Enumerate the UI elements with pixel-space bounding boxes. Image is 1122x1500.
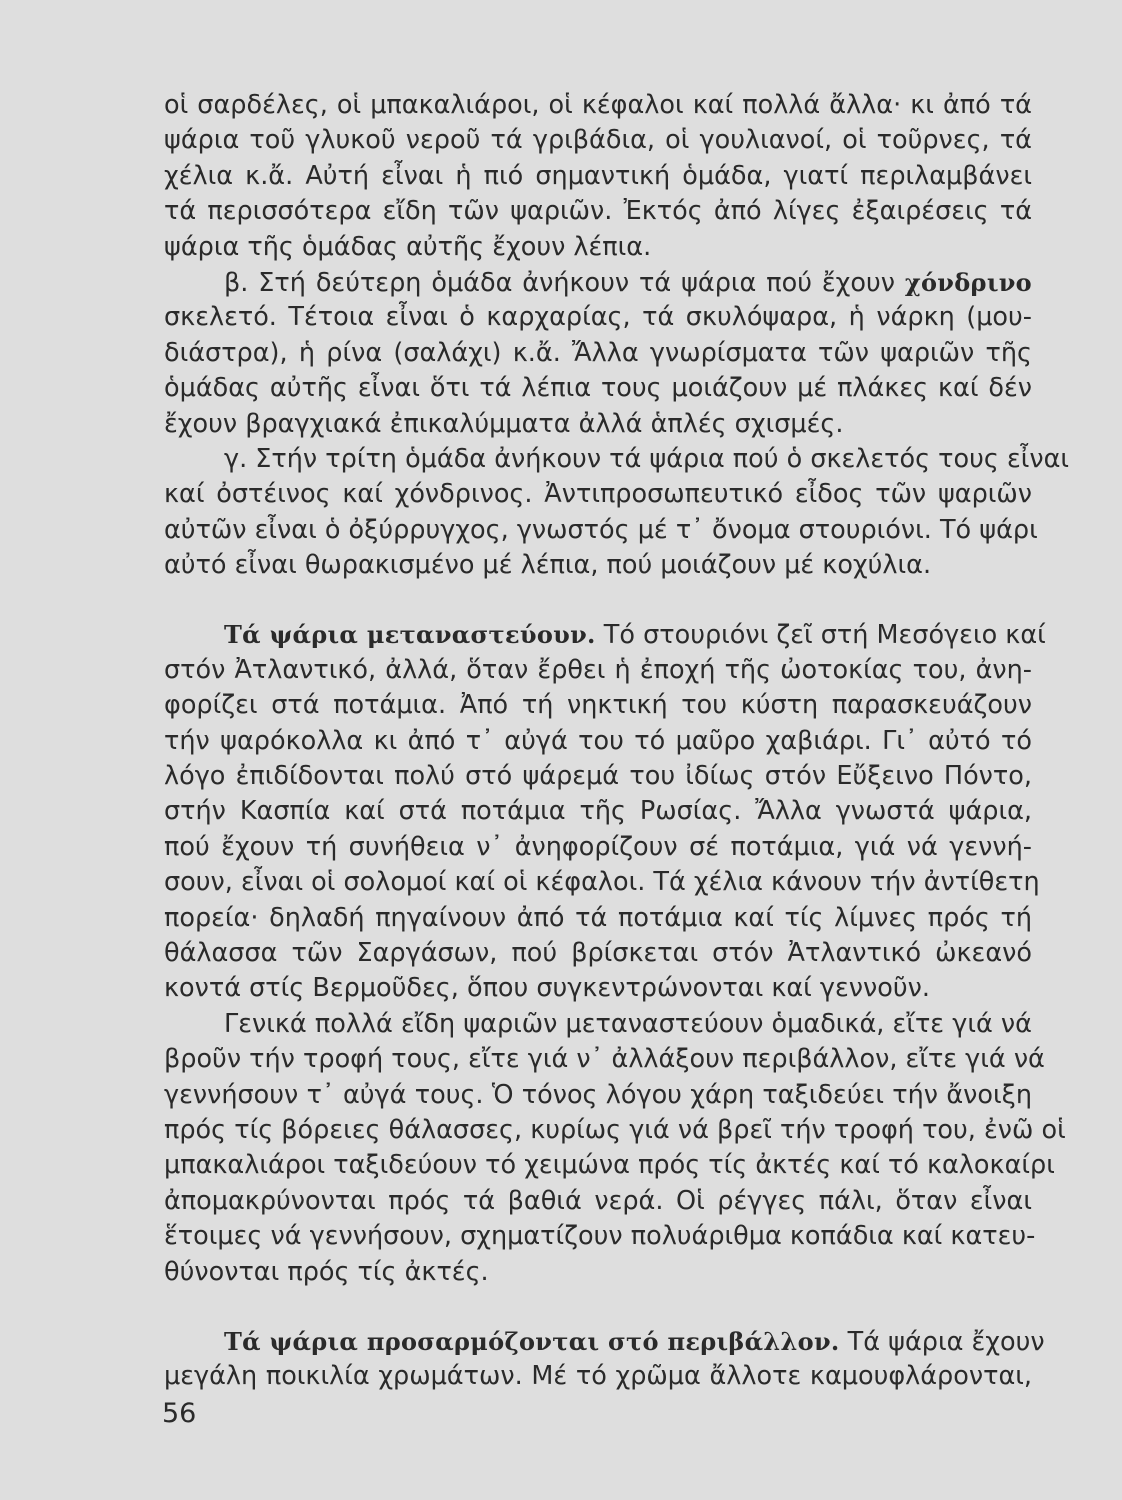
bold-term: χόνδρινο [904,267,1032,297]
text-line: καί ὀστέινος καί χόνδρινος. Ἀντιπροσωπευτικό εἶδος τῶν ψαριῶν [164,479,1032,510]
text-line: τά περισσότερα εἴδη τῶν ψαριῶν. Ἐκτός ἀπό λίγες ἐξαιρέσεις τά [164,196,1032,227]
text-line: κοντά στίς Βερμοῦδες, ὅπου συγκεντρώνονται καί γεννοῦν. [164,973,930,1004]
page-body [164,88,1070,1395]
text-line: Γενικά πολλά εἴδη ψαριῶν μεταναστεύουν ὁμαδικά, εἴτε γιά νά [224,1008,1032,1039]
text-line: ψάρια τοῦ γλυκοῦ νεροῦ τά γριβάδια, οἱ γουλιανοί, οἱ τοῦρνες, τά [164,125,1032,156]
text-line: διάστρα), ἡ ρίνα (σαλάχι) κ.ἄ. Ἄλλα γνωρίσματα τῶν ψαριῶν τῆς [164,337,1032,368]
text-line: πορεία· δηλαδή πηγαίνουν ἀπό τά ποτάμια καί τίς λίμνες πρός τή [164,902,1032,933]
text-line: θάλασσα τῶν Σαργάσων, πού βρίσκεται στόν Ἀτλαντικό ὠκεανό [164,937,1032,968]
heading-continuation: Τά ψάρια ἔχουν [839,1326,1045,1357]
text-line: ὁμάδας αὐτῆς εἶναι ὅτι τά λέπια τους μοιάζουν μέ πλάκες καί δέν [164,373,1032,404]
text-line: αὐτῶν εἶναι ὁ ὀξύρρυγχος, γνωστός μέ τ᾽ ὄνομα στουριόνι. Τό ψάρι [164,514,1038,545]
text-line: στόν Ἀτλαντικό, ἀλλά, ὅταν ἔρθει ἡ ἐποχή τῆς ὠοτοκίας του, ἀνη- [164,654,1032,685]
text-line [164,265,1032,300]
text-line: τήν ψαρόκολλα κι ἀπό τ᾽ αὐγά του τό μαῦρο χαβιάρι. Γι᾽ αὐτό τό [164,725,1032,756]
section-heading: Τά ψάρια μεταναστεύουν. [224,620,596,650]
text-line [164,617,1046,652]
text-line: χέλια κ.ἄ. Αὐτή εἶναι ἡ πιό σημαντική ὁμάδα, γιατί περιλαμβάνει [164,160,1032,191]
heading-continuation: Τό στουριόνι ζεῖ στή Μεσόγειο καί [595,620,1046,651]
text-line: στήν Κασπία καί στά ποτάμια τῆς Ρωσίας. Ἄλλα γνωστά ψάρια, [164,796,1032,827]
text-line: γ. Στήν τρίτη ὁμάδα ἀνήκουν τά ψάρια πού ὁ σκελετός τους εἶναι [224,443,1070,474]
section-gap [164,583,1032,617]
text-line: γεννήσουν τ᾽ αὐγά τους. Ὁ τόνος λόγου χάρη ταξιδεύει τήν ἄνοιξη [164,1079,1032,1110]
text-line: μπακαλιάροι ταξιδεύουν τό χειμώνα πρός τίς ἀκτές καί τό καλοκαίρι [164,1150,1055,1181]
text-line: μεγάλη ποικιλία χρωμάτων. Μέ τό χρῶμα ἄλλοτε καμουφλάρονται, [164,1361,1032,1392]
text-line: βροῦν τήν τροφή τους, εἴτε γιά ν᾽ ἀλλάξουν περιβάλλον, εἴτε γιά νά [164,1044,1045,1075]
text-line: αὐτό εἶναι θωρακισμένο μέ λέπια, πού μοιάζουν μέ κοχύλια. [164,550,932,581]
text-line: οἱ σαρδέλες, οἱ μπακαλιάροι, οἱ κέφαλοι καί πολλά ἄλλα· κι ἀπό τά [164,90,1032,120]
text-line: θύνονται πρός τίς ἀκτές. [164,1256,489,1287]
text-line: λόγο ἐπιδίδονται πολύ στό ψάρεμά του ἰδίως στόν Εὔξεινο Πόντο, [164,761,1032,792]
text-line: σουν, εἶναι οἱ σολομοί καί οἱ κέφαλοι. Τά χέλια κάνουν τήν ἀντίθετη [164,867,1040,898]
text-line: ψάρια τῆς ὁμάδας αὐτῆς ἔχουν λέπια. [164,231,652,262]
text-line: σκελετό. Τέτοια εἶναι ὁ καρχαρίας, τά σκυλόψαρα, ἡ νάρκη (μου- [164,302,1032,333]
text-line: φορίζει στά ποτάμια. Ἀπό τή νηκτική του κύστη παρασκευάζουν [164,690,1032,721]
text-line: πού ἔχουν τή συνήθεια ν᾽ ἀνηφορίζουν σέ ποτάμια, γιά νά γεννή- [164,831,1032,862]
page-number: 56 [162,1398,197,1429]
section-gap [164,1290,1032,1324]
text-line: ἀπομακρύνονται πρός τά βαθιά νερά. Οἱ ρέγγες πάλι, ὅταν εἶναι [164,1185,1032,1216]
text-line [164,1324,1045,1359]
text-line: πρός τίς βόρειες θάλασσες, κυρίως γιά νά βρεῖ τήν τροφή του, ἐνῶ οἱ [164,1114,1066,1145]
section-heading: Τά ψάρια προσαρμόζονται στό περιβάλλον. [224,1326,840,1356]
text-line: ἕτοιμες νά γεννήσουν, σχηματίζουν πολυάριθμα κοπάδια καί κατευ- [164,1221,1036,1252]
paragraph-lead: β. Στή δεύτερη ὁμάδα ἀνήκουν τά ψάρια πού ἔχουν [224,267,905,298]
text-line: ἔχουν βραγχιακά ἐπικαλύμματα ἀλλά ἁπλές σχισμές. [164,408,844,439]
